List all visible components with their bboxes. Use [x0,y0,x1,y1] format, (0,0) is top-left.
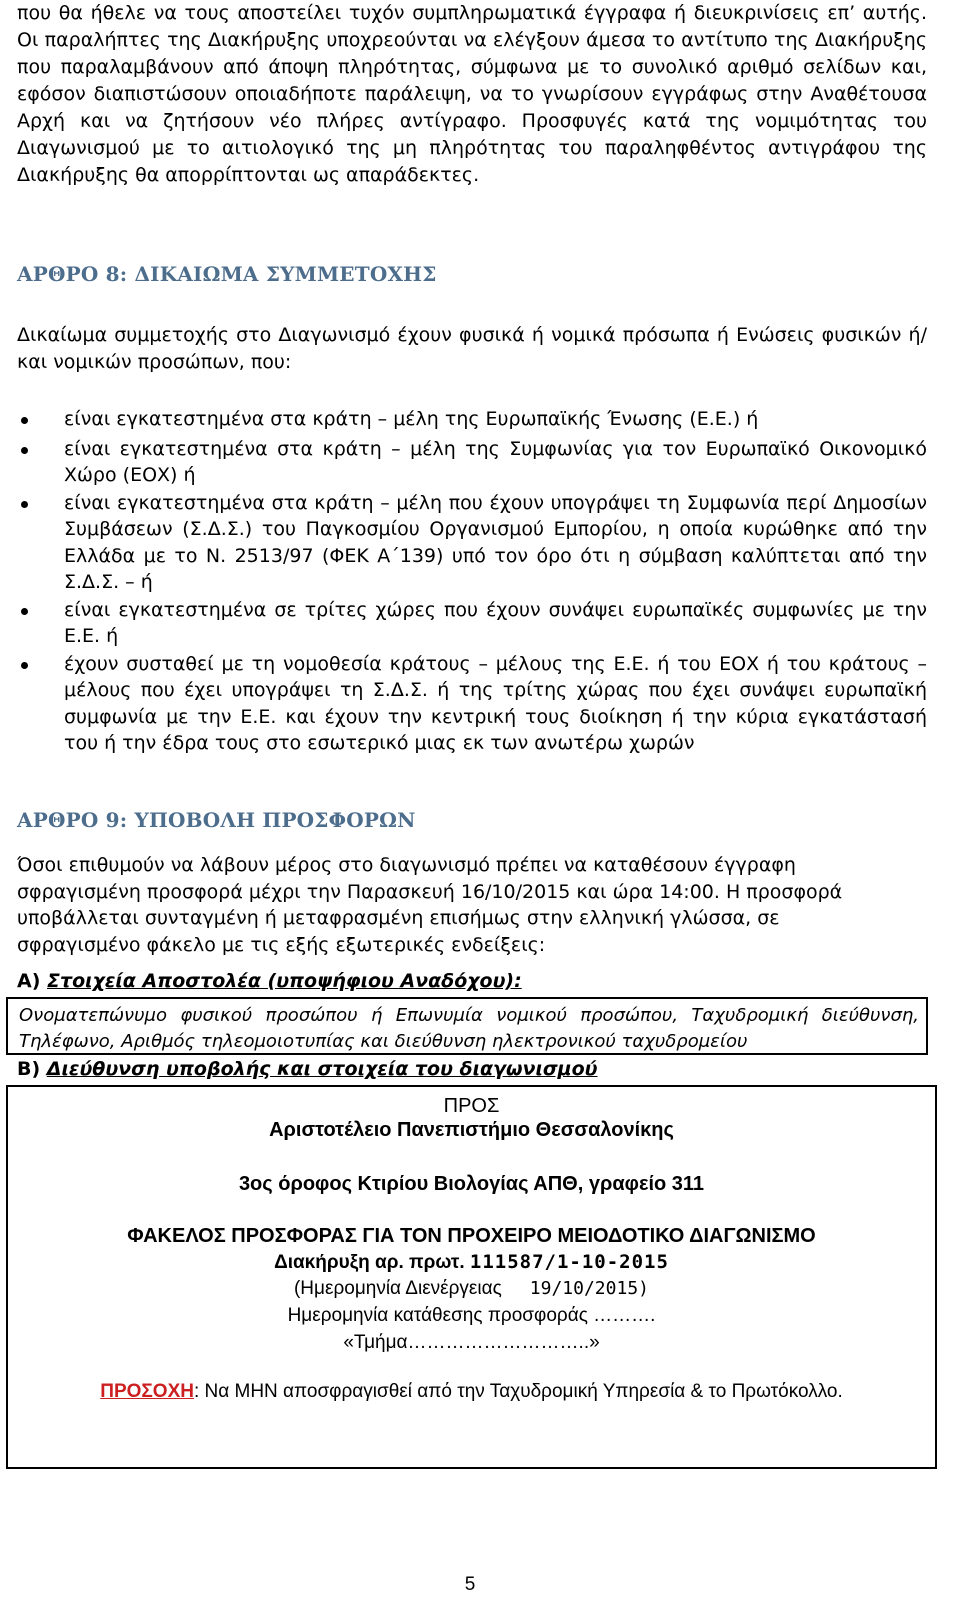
list-item [17,651,927,757]
list-item-text: είναι εγκατεστημένα σε τρίτες χώρες που έχουν συνάψει ευρωπαϊκές συμφωνίες με την Ε.Ε. ή [64,598,927,647]
article-9-paragraph: Όσοι επιθυμούν να λάβουν μέρος στο διαγωνισμό πρέπει να καταθέσουν έγγραφη σφραγισμένη προσφορά μέχρι την Παρασκευή 16/10/2015 και ώρα 14:00. Η προσφορά υποβάλλεται συνταγμένη ή μεταφρασμένη επισήμως στην ελληνική γλώσσα, σε σφραγισμένο φάκελο με τις εξής εξωτερικές ενδείξεις: [17,854,843,956]
bullet-icon [21,447,28,454]
proclamation-label: Διακήρυξη αρ. πρωτ. [274,1252,470,1273]
sender-details-box [6,997,928,1055]
section-b-prefix: Β) [17,1058,47,1080]
list-item-text: είναι εγκατεστημένα στα κράτη – μέλη που έχουν υπογράψει τη Συμφωνία περί Δημοσίων Συμβάσεων (Σ.Δ.Σ.) του Παγκοσμίου Οργανισμού Εμπορίου, η οποία κυρώθηκε από την Ελλάδα με το Ν. 2513/97 (ΦΕΚ Α΄139) υπό τον όρο ότι η σύμβαση καλύπτεται από την Σ.Δ.Σ. – ή [64,491,927,593]
sender-details-text: Ονοματεπώνυμο φυσικού προσώπου ή Επωνυμία νομικού προσώπου, Ταχυδρομική διεύθυνση, Τηλέφωνο, Αριθμός τηλεομοιοτυπίας και διεύθυνση ηλεκτρονικού ταχυδρομείου [19,1005,919,1052]
submission-date-line: Ημερομηνία κατάθεσης προσφοράς ………. [287,1305,656,1326]
page-number: 5 [464,1574,476,1595]
envelope-recipient: Αριστοτέλειο Πανεπιστήμιο Θεσσαλονίκης [269,1119,674,1141]
conduct-date-label: (Ημερομηνία Διενέργειας [293,1278,502,1299]
envelope-address: 3ος όροφος Κτιρίου Βιολογίας ΑΠΘ, γραφείο 311 [238,1173,705,1195]
list-item [17,597,927,650]
envelope-to: ΠΡΟΣ [443,1095,500,1117]
section-a-title: Στοιχεία Αποστολέα (υποψήφιου Αναδόχου): [47,970,522,992]
article-8-intro: Δικαίωμα συμμετοχής στο Διαγωνισμό έχουν φυσικά ή νομικά πρόσωπα ή Ενώσεις φυσικών ή/και νομικών προσώπων, που: [17,324,927,373]
bullet-icon [21,417,28,424]
section-b-title: Διεύθυνση υποβολής και στοιχεία του διαγωνισμού [46,1058,598,1080]
article-9-heading: ΑΡΘΡΟ 9: ΥΠΟΒΟΛΗ ΠΡΟΣΦΟΡΩΝ [17,808,416,832]
section-a-prefix: Α) [17,970,48,992]
proclamation-line [8,1251,935,1274]
department-line: «Τμήμα………………………..» [343,1332,600,1353]
list-item [17,436,927,489]
list-item-text: είναι εγκατεστημένα στα κράτη – μέλη της Συμφωνίας για τον Ευρωπαϊκό Οικονομικό Χώρο (ΕΟΧ) ή [64,437,927,486]
list-item-text: έχουν συσταθεί με τη νομοθεσία κράτους – μέλους της Ε.Ε. ή του ΕΟΧ ή του κράτους – μέλους που έχει υπογράψει τη Σ.Δ.Σ. ή της τρίτης χώρας που έχει συνάψει ευρωπαϊκή συμφωνία με την Ε.Ε. και έχουν την κεντρική τους διοίκηση ή την κύρια εγκατάστασή του ή την έδρα τους στο εσωτερικό μιας εκ των ανωτέρω χωρών [64,652,927,754]
envelope-title: ΦΑΚΕΛΟΣ ΠΡΟΣΦΟΡΑΣ ΓΙΑ ΤΟΝ ΠΡΟΧΕΙΡΟ ΜΕΙΟΔΟΤΙΚΟ ΔΙΑΓΩΝΙΣΜΟ [127,1225,816,1247]
section-b-label [17,1058,598,1080]
list-item [17,406,927,433]
article-8-heading: ΑΡΘΡΟ 8: ΔΙΚΑΙΩΜΑ ΣΥΜΜΕΤΟΧΗΣ [17,262,437,286]
conduct-date-value: 19/10/2015) [529,1278,649,1299]
proclamation-number: 111587/1-10-2015 [469,1251,669,1273]
envelope-box [6,1085,937,1469]
list-item [17,490,927,596]
eligibility-list [17,406,927,757]
conduct-date-line [8,1278,935,1300]
warning-text: : Να ΜΗΝ αποσφραγισθεί από την Ταχυδρομική Υπηρεσία & το Πρωτόκολλο. [193,1381,843,1402]
list-item-text: είναι εγκατεστημένα στα κράτη – μέλη της Ευρωπαϊκής Ένωσης (Ε.Ε.) ή [64,408,759,430]
warning-line [8,1381,935,1403]
section-a-label [17,970,522,992]
bullet-icon [21,608,28,615]
intro-paragraph: που θα ήθελε να τους αποστείλει τυχόν συμπληρωματικά έγγραφα ή διευκρινίσεις επ’ αυτής. Οι παραλήπτες της Διακήρυξης υποχρεούνται να ελέγξουν άμεσα το αντίτυπο της Διακήρυξης που παραλαμβάνουν από άποψη πληρότητας, σύμφωνα με το συνολικό αριθμό σελίδων και, εφόσον διαπιστώσουν οποιαδήποτε παράλειψη, να το γνωρίσουν εγγράφως στην Αναθέτουσα Αρχή και να ζητήσουν νέο πλήρες αντίγραφο. Προσφυγές κατά της νομιμότητας του Διαγωνισμού με το αιτιολογικό της μη πληρότητας του παραληφθέντος αντιγράφου της Διακήρυξης θα απορρίπτονται ως απαράδεκτες. [17,2,927,186]
bullet-icon [21,662,28,669]
bullet-icon [21,501,28,508]
warning-label: ΠΡΟΣΟΧΗ [100,1381,194,1402]
